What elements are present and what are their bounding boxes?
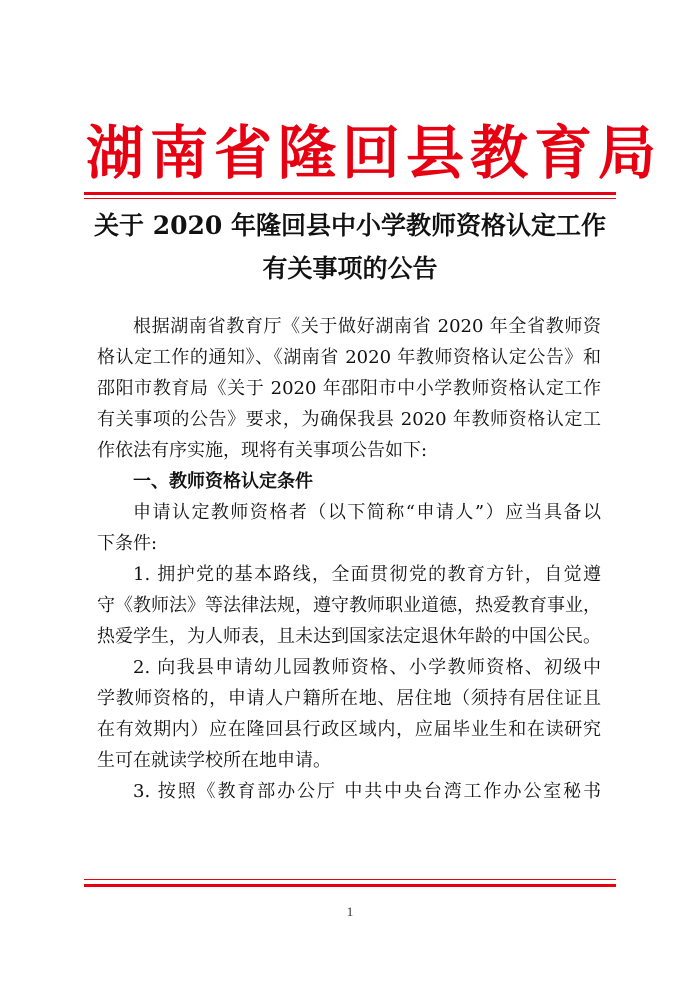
masthead-rule-thick — [84, 192, 616, 195]
footer-rule-thin — [84, 879, 616, 880]
list-item-line: 热爱学生，为人师表，且未达到国家法定退休年龄的中国公民。 — [97, 626, 601, 647]
masthead-issuer: 湖南省隆回县教育局 — [86, 119, 663, 187]
list-item-line: 守《教师法》等法律法规，遵守教师职业道德，热爱教育事业， — [97, 595, 601, 616]
paragraph-line: 作依法有序实施，现将有关事项公告如下: — [97, 440, 428, 461]
paragraph-line: 下条件: — [97, 533, 158, 554]
list-item-line: 1. 拥护党的基本路线，全面贯彻党的教育方针，自觉遵 — [133, 564, 601, 585]
section-heading: 一、教师资格认定条件 — [133, 471, 313, 492]
document-title-line-2: 有关事项的公告 — [262, 254, 438, 283]
list-item-line: 3. 按照《教育部办公厅 中共中央台湾工作办公室秘书 — [133, 781, 601, 802]
footer-rule-thick — [84, 884, 616, 887]
paragraph-line: 申请认定教师资格者（以下简称“申请人”）应当具备以 — [133, 502, 601, 523]
paragraph-line: 有关事项的公告》要求，为确保我县 2020 年教师资格认定工 — [97, 409, 601, 430]
list-item-line: 在有效期内）应在隆回县行政区域内，应届毕业生和在读研究 — [97, 719, 601, 740]
list-item-line: 学教师资格的，申请人户籍所在地、居住地（须持有居住证且 — [97, 688, 601, 709]
paragraph-line: 邵阳市教育局《关于 2020 年邵阳市中小学教师资格认定工作 — [97, 378, 601, 399]
paragraph-line: 根据湖南省教育厅《关于做好湖南省 2020 年全省教师资 — [133, 316, 601, 337]
list-item-line: 2. 向我县申请幼儿园教师资格、小学教师资格、初级中 — [133, 657, 601, 678]
page-number: 1 — [346, 904, 354, 919]
paragraph-line: 格认定工作的通知》、《湖南省 2020 年教师资格认定公告》和 — [97, 347, 601, 368]
list-item-line: 生可在就读学校所在地申请。 — [97, 750, 331, 771]
masthead-rule-thin — [84, 198, 616, 199]
document-title-line-1: 关于 2020 年隆回县中小学教师资格认定工作 — [94, 211, 606, 240]
